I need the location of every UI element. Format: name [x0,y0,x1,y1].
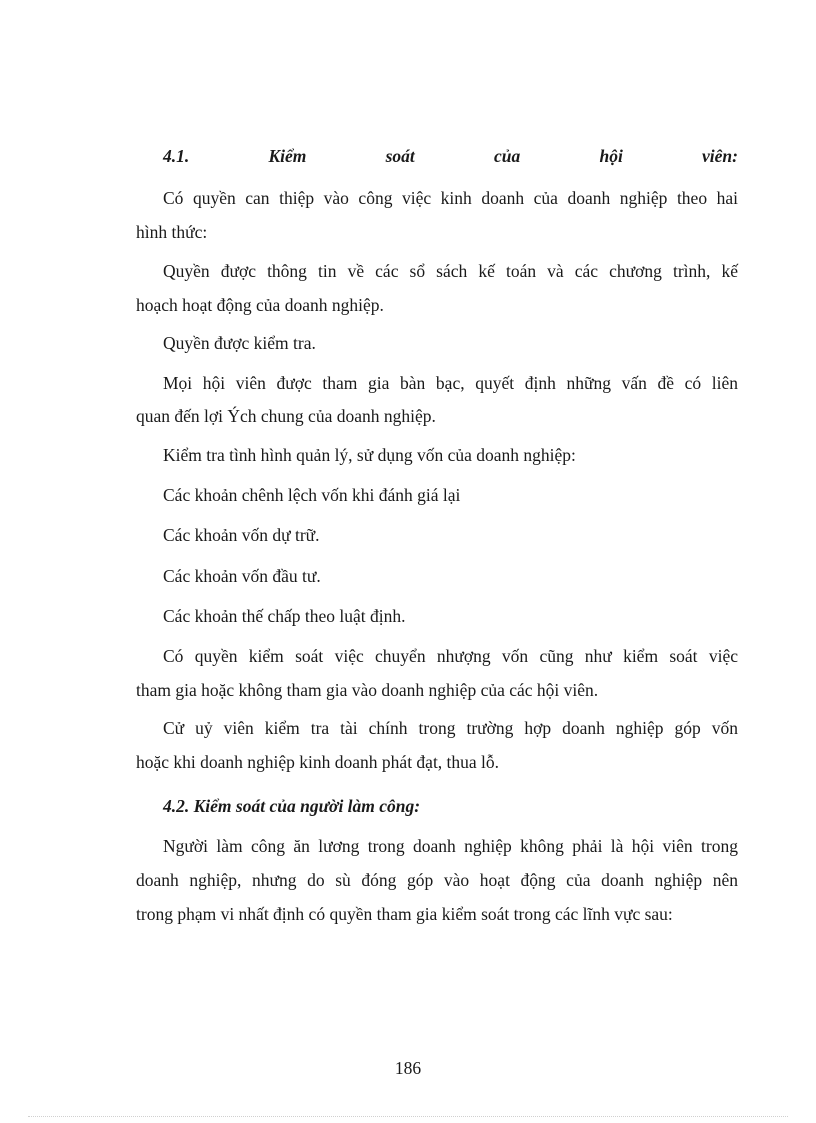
paragraph-line: Quyền được thông tin về các sổ sách kế toán và các chương trình, kế [163,261,738,281]
paragraph-line: hoặc khi doanh nghiệp kinh doanh phát đạt, thua lỗ. [136,752,500,772]
paragraph-line: Mọi hội viên được tham gia bàn bạc, quyết định những vấn đề có liên [163,373,738,393]
section-heading-4-2: 4.2. Kiểm soát của người làm công: [163,796,421,816]
paragraph-line: doanh nghiệp, nhưng do sù đóng góp vào hoạt động của doanh nghiệp nên [136,870,738,890]
paragraph-line: Các khoản vốn dự trữ. [163,525,320,545]
paragraph-line: Kiểm tra tình hình quản lý, sử dụng vốn của doanh nghiệp: [163,445,576,465]
paragraph-line: Có quyền can thiệp vào công việc kinh doanh của doanh nghiệp theo hai [163,188,738,208]
page-number: 186 [394,1058,422,1078]
paragraph-line: hoạch hoạt động của doanh nghiệp. [136,295,384,315]
paragraph-line: tham gia hoặc không tham gia vào doanh nghiệp của các hội viên. [136,680,599,700]
paragraph-line: quan đến lợi Ých chung của doanh nghiệp. [136,406,436,426]
section-heading-4-1: 4.1. Kiểm soát của hội viên: [163,146,738,166]
paragraph-line: Người làm công ăn lương trong doanh nghiệp không phải là hội viên trong [163,836,738,856]
paragraph-line: Các khoản chênh lệch vốn khi đánh giá lại [163,485,461,505]
paragraph-line: Quyền được kiểm tra. [163,333,316,353]
paragraph-line: Các khoản thế chấp theo luật định. [163,606,406,626]
page-bottom-divider [28,1116,788,1117]
paragraph-line: Có quyền kiểm soát việc chuyển nhượng vốn cũng như kiểm soát việc [163,646,738,666]
paragraph-line: Cử uỷ viên kiểm tra tài chính trong trường hợp doanh nghiệp góp vốn [163,718,738,738]
paragraph-line: hình thức: [136,222,208,242]
paragraph-line: Các khoản vốn đầu tư. [163,566,321,586]
paragraph-line: trong phạm vi nhất định có quyền tham gia kiểm soát trong các lĩnh vực sau: [136,904,673,924]
